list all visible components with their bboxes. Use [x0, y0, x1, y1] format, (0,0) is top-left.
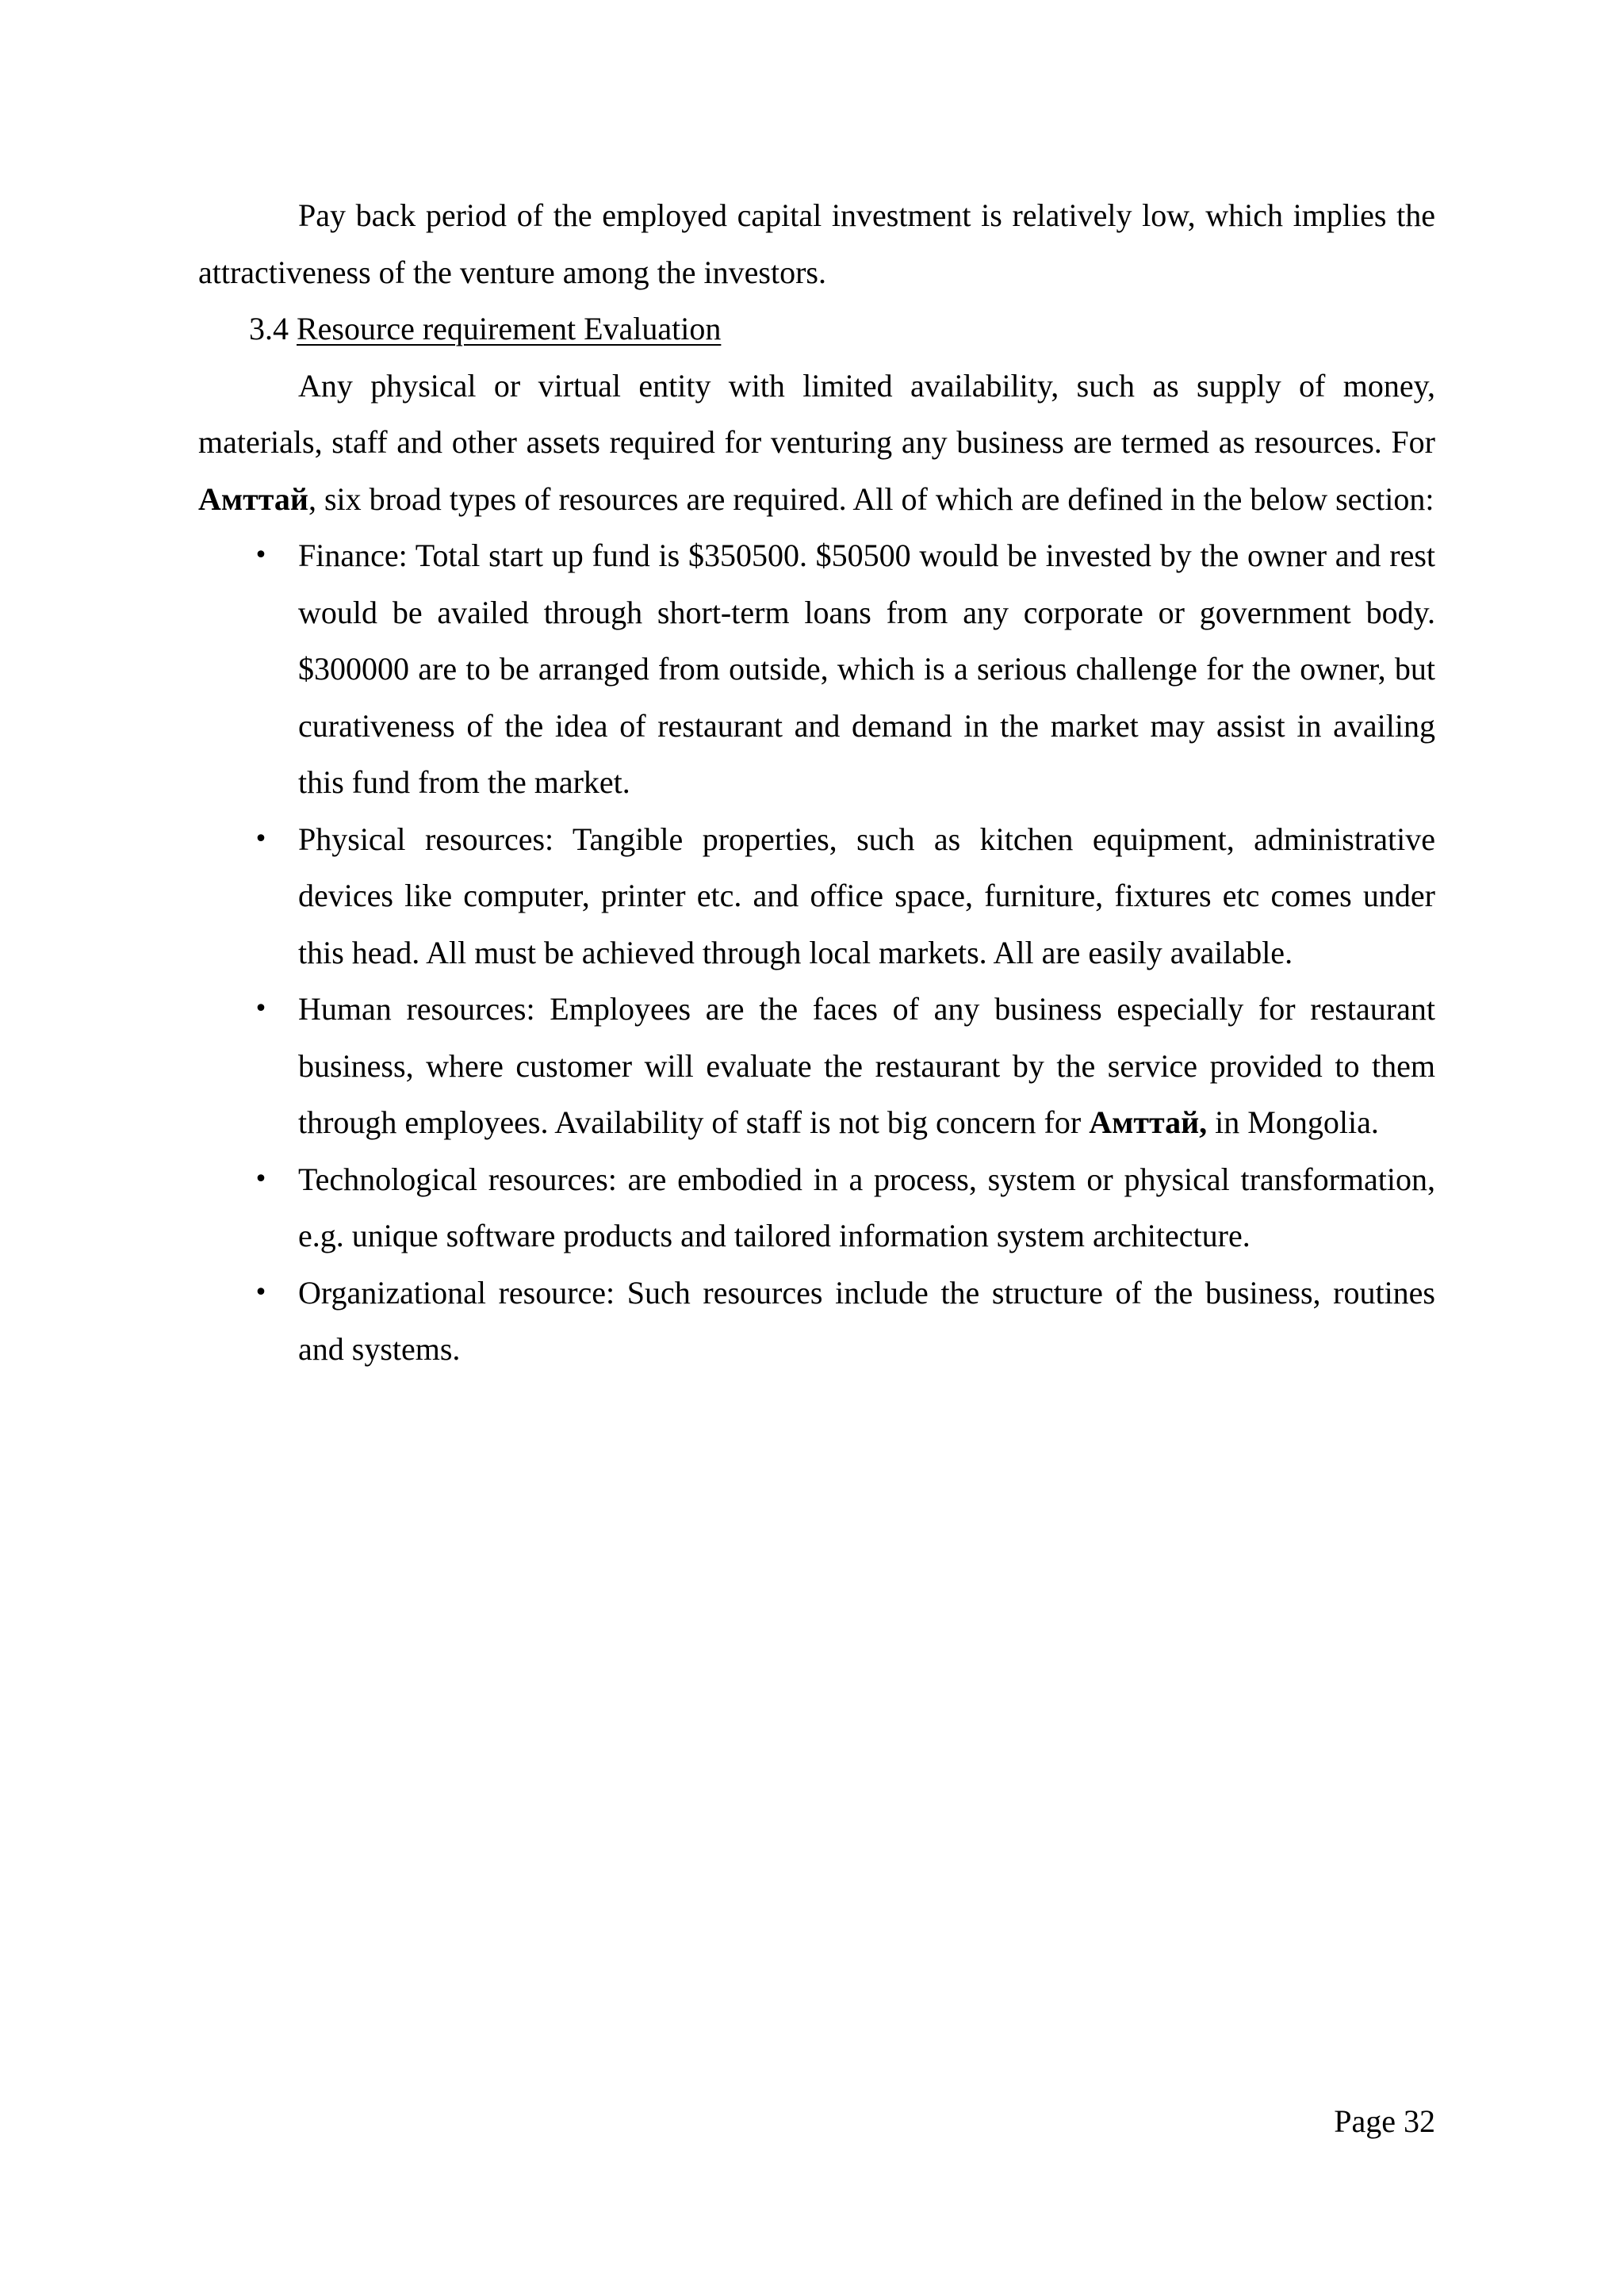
list-item-text: Technological resources: are embodied in a process, system or physical transformation, e.g. unique software products and tailored information system architecture. [298, 1161, 1435, 1253]
bullet-icon: • [254, 995, 268, 1023]
resource-paragraph [198, 358, 1435, 528]
page-number: Page 32 [1334, 2103, 1435, 2139]
section-heading [198, 300, 1435, 358]
resource-list [198, 527, 1435, 1378]
list-item-human [198, 981, 1435, 1151]
bullet-icon: • [254, 1165, 268, 1193]
bullet-icon: • [254, 1278, 268, 1307]
list-item-text: Physical resources: Tangible properties, such as kitchen equipment, administrative devices like computer, printer etc. and office space, furniture, fixtures etc comes under this head. All must be achieved through local markets. All are easily available. [298, 821, 1435, 970]
brand-name: Амттай, [1089, 1104, 1208, 1140]
list-item-technological [198, 1151, 1435, 1265]
bullet-icon: • [254, 541, 268, 569]
list-item-physical [198, 811, 1435, 982]
list-item-finance [198, 527, 1435, 811]
section-title: Resource requirement Evaluation [297, 311, 722, 346]
page-content [198, 187, 1435, 1378]
intro-paragraph: Pay back period of the employed capital investment is relatively low, which implies the attractiveness of the venture among the investors. [198, 197, 1435, 290]
resource-paragraph-text-2: , six broad types of resources are required. All of which are defined in the below section: [308, 480, 1434, 517]
bullet-icon: • [254, 825, 268, 853]
list-item-text-before: Human resources: Employees are the faces of any business especially for restaurant business, where customer will evaluate the restaurant by the service provided to them through employees. Availability of staff is not big concern for [298, 991, 1435, 1140]
section-number: 3.4 [249, 311, 289, 346]
list-item-organizational [198, 1265, 1435, 1378]
list-item-text-after: in Mongolia. [1207, 1104, 1379, 1140]
list-item-text: Finance: Total start up fund is $350500. $50500 would be invested by the owner and rest would be availed through short-term loans from any corporate or government body. $300000 are to be arranged from outside, which is a serious challenge for the owner, but curativeness of the idea of restaurant and demand in the market may assist in availing this fund from the market. [298, 538, 1435, 800]
list-item-text: Organizational resource: Such resources include the structure of the business, routines and systems. [298, 1274, 1435, 1367]
resource-paragraph-text-1: Any physical or virtual entity with limited availability, such as supply of money, materials, staff and other assets required for venturing any business are termed as resources. For [198, 367, 1435, 460]
brand-name: Амттай [198, 480, 308, 517]
